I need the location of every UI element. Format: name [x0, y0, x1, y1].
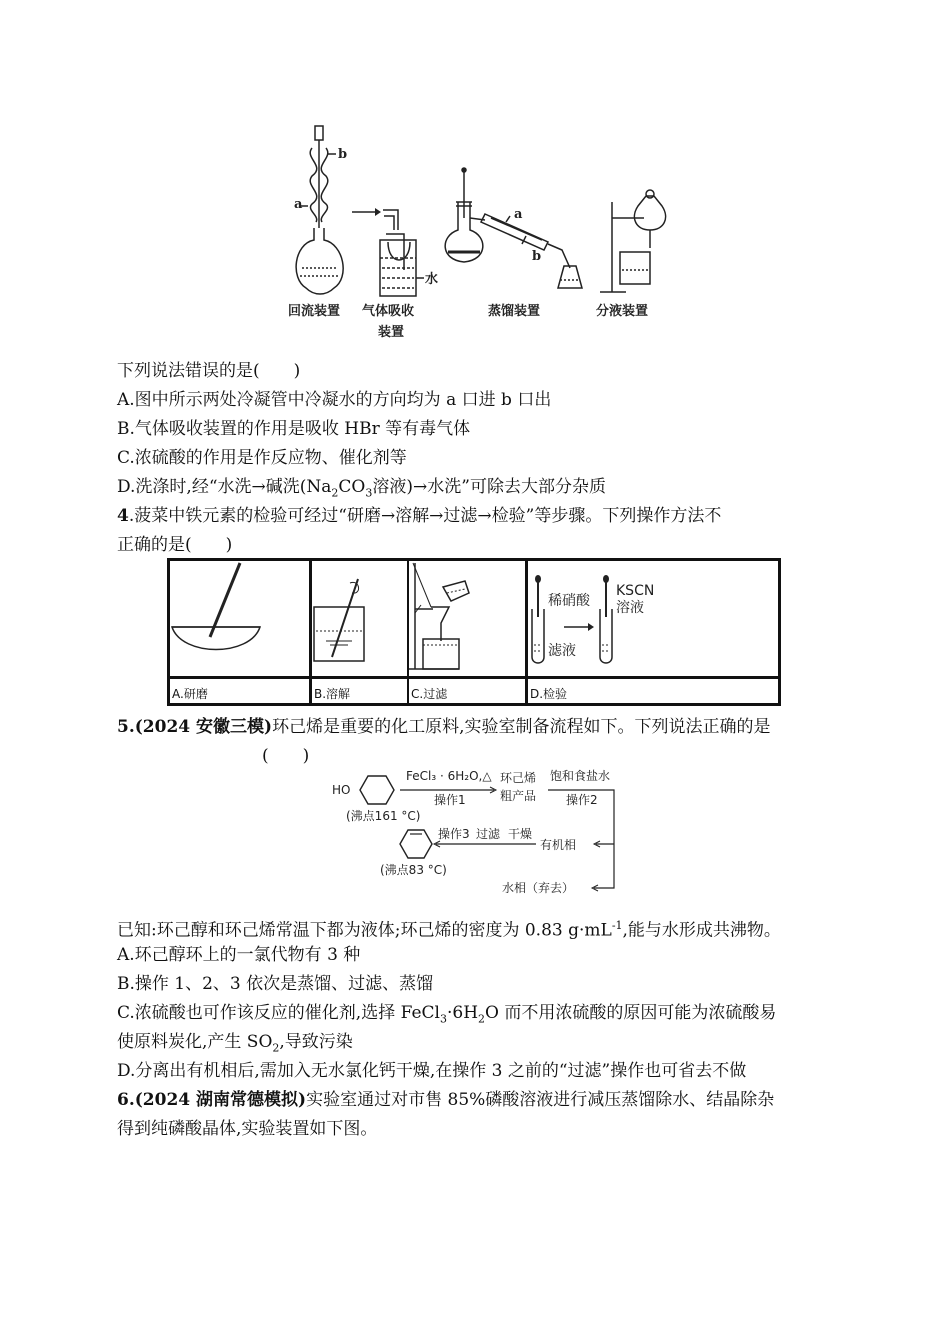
kscn-solution-label: 溶液	[616, 600, 644, 616]
dry-label: 干燥	[508, 827, 533, 841]
q5-known: 已知:环己醇和环己烯常温下都为液体;环己烯的密度为 0.83 $g\cdot mL^{-1}$,能与水形成共沸物。	[117, 919, 781, 941]
gas-absorption-apparatus	[380, 210, 424, 296]
q3-option-c: C.浓硫酸的作用是作反应物、催化剂等	[117, 448, 407, 468]
q3-option-a: A.图中所示两处冷凝管中冷凝水的方向均为 a 口进 b 口出	[117, 390, 552, 410]
caption-reflux: 回流装置	[288, 304, 341, 319]
ho-label: HO	[332, 783, 351, 797]
q4-table	[167, 558, 781, 706]
label-a2: a	[514, 207, 523, 222]
q4-cell-b: B.溶解	[314, 687, 351, 701]
label-b: b	[338, 147, 348, 162]
distillation-apparatus	[445, 168, 582, 288]
q5-paren: ( )	[262, 746, 310, 766]
label-a: a	[294, 197, 303, 212]
q4-cell-d: D.检验	[530, 687, 568, 701]
apparatus-figure	[280, 118, 680, 348]
q4-line1: 4.菠菜中铁元素的检验可经过“研磨→溶解→过滤→检验”等步骤。下列操作方法不	[117, 506, 722, 526]
reflux-apparatus	[296, 126, 343, 294]
q3-option-b: B.气体吸收装置的作用是吸收 HBr 等有毒气体	[117, 419, 471, 439]
dilute-nitric-acid-label: 稀硝酸	[548, 593, 590, 609]
filtering-image	[409, 561, 525, 676]
q3-stem: 下列说法错误的是( )	[117, 361, 301, 381]
filtrate-label: 滤液	[548, 643, 576, 659]
q5-option-d: D.分离出有机相后,需加入无水氯化钙干燥,在操作 3 之前的“过滤”操作也可省去不做	[117, 1061, 747, 1081]
reagent-label: FeCl₃ · 6H₂O,△	[406, 769, 492, 783]
op3-label: 操作3	[438, 827, 470, 841]
caption-gas2: 装置	[378, 325, 405, 340]
cyclohexene-bp: (沸点83 °C)	[380, 863, 447, 877]
op2-label: 操作2	[566, 793, 598, 807]
q3-option-d: D.洗涤时,经“水洗→碱洗($Na_2CO_3$溶液)→水洗”可除去大部分杂质	[117, 477, 606, 500]
caption-distill: 蒸馏装置	[488, 304, 541, 319]
cyclohexanol-bp: (沸点161 °C)	[346, 809, 421, 823]
q5-option-c-line1: C.浓硫酸也可作该反应的催化剂,选择 $FeCl_3\cdot 6H_2O$ 而不用浓硫酸的原因可能为浓硫酸易	[117, 1003, 777, 1026]
caption-gas1: 气体吸收	[362, 304, 415, 319]
q4-cell-a: A.研磨	[172, 687, 208, 701]
q6-line1: 6.(2024 湖南常德模拟)实验室通过对市售 85%磷酸溶液进行减压蒸馏除水、结晶除杂	[117, 1090, 775, 1110]
organic-phase-label: 有机相	[540, 838, 577, 852]
crude-product-label-2: 粗产品	[500, 789, 537, 803]
dissolving-image	[312, 561, 407, 676]
separatory-apparatus	[600, 190, 666, 292]
q5-option-a: A.环己醇环上的一氯代物有 3 种	[117, 945, 361, 965]
grinding-image	[170, 561, 309, 676]
cyclohexanol-ring	[360, 776, 394, 804]
kscn-label: KSCN	[616, 583, 655, 599]
label-water: 水	[425, 272, 439, 287]
q5-flowchart	[330, 768, 650, 898]
q5-line1: 5.(2024 安徽三模)环己烯是重要的化工原料,实验室制备流程如下。下列说法正确的是	[117, 717, 771, 737]
label-b2: b	[532, 249, 542, 264]
brine-label: 饱和食盐水	[550, 769, 611, 783]
aqueous-phase-label: 水相（弃去）	[502, 881, 575, 895]
testing-image	[528, 561, 781, 676]
filter-label: 过滤	[476, 827, 501, 841]
q5-option-c-line2: 使原料炭化,产生 $SO_2$,导致污染	[117, 1032, 353, 1055]
crude-product-label-1: 环己烯	[500, 771, 537, 785]
q4-cell-c: C.过滤	[411, 687, 448, 701]
q5-option-b: B.操作 1、2、3 依次是蒸馏、过滤、蒸馏	[117, 974, 434, 994]
q6-line2: 得到纯磷酸晶体,实验装置如下图。	[117, 1119, 378, 1139]
q4-line2: 正确的是( )	[117, 535, 233, 555]
op1-label: 操作1	[434, 793, 466, 807]
caption-separate: 分液装置	[596, 304, 649, 319]
